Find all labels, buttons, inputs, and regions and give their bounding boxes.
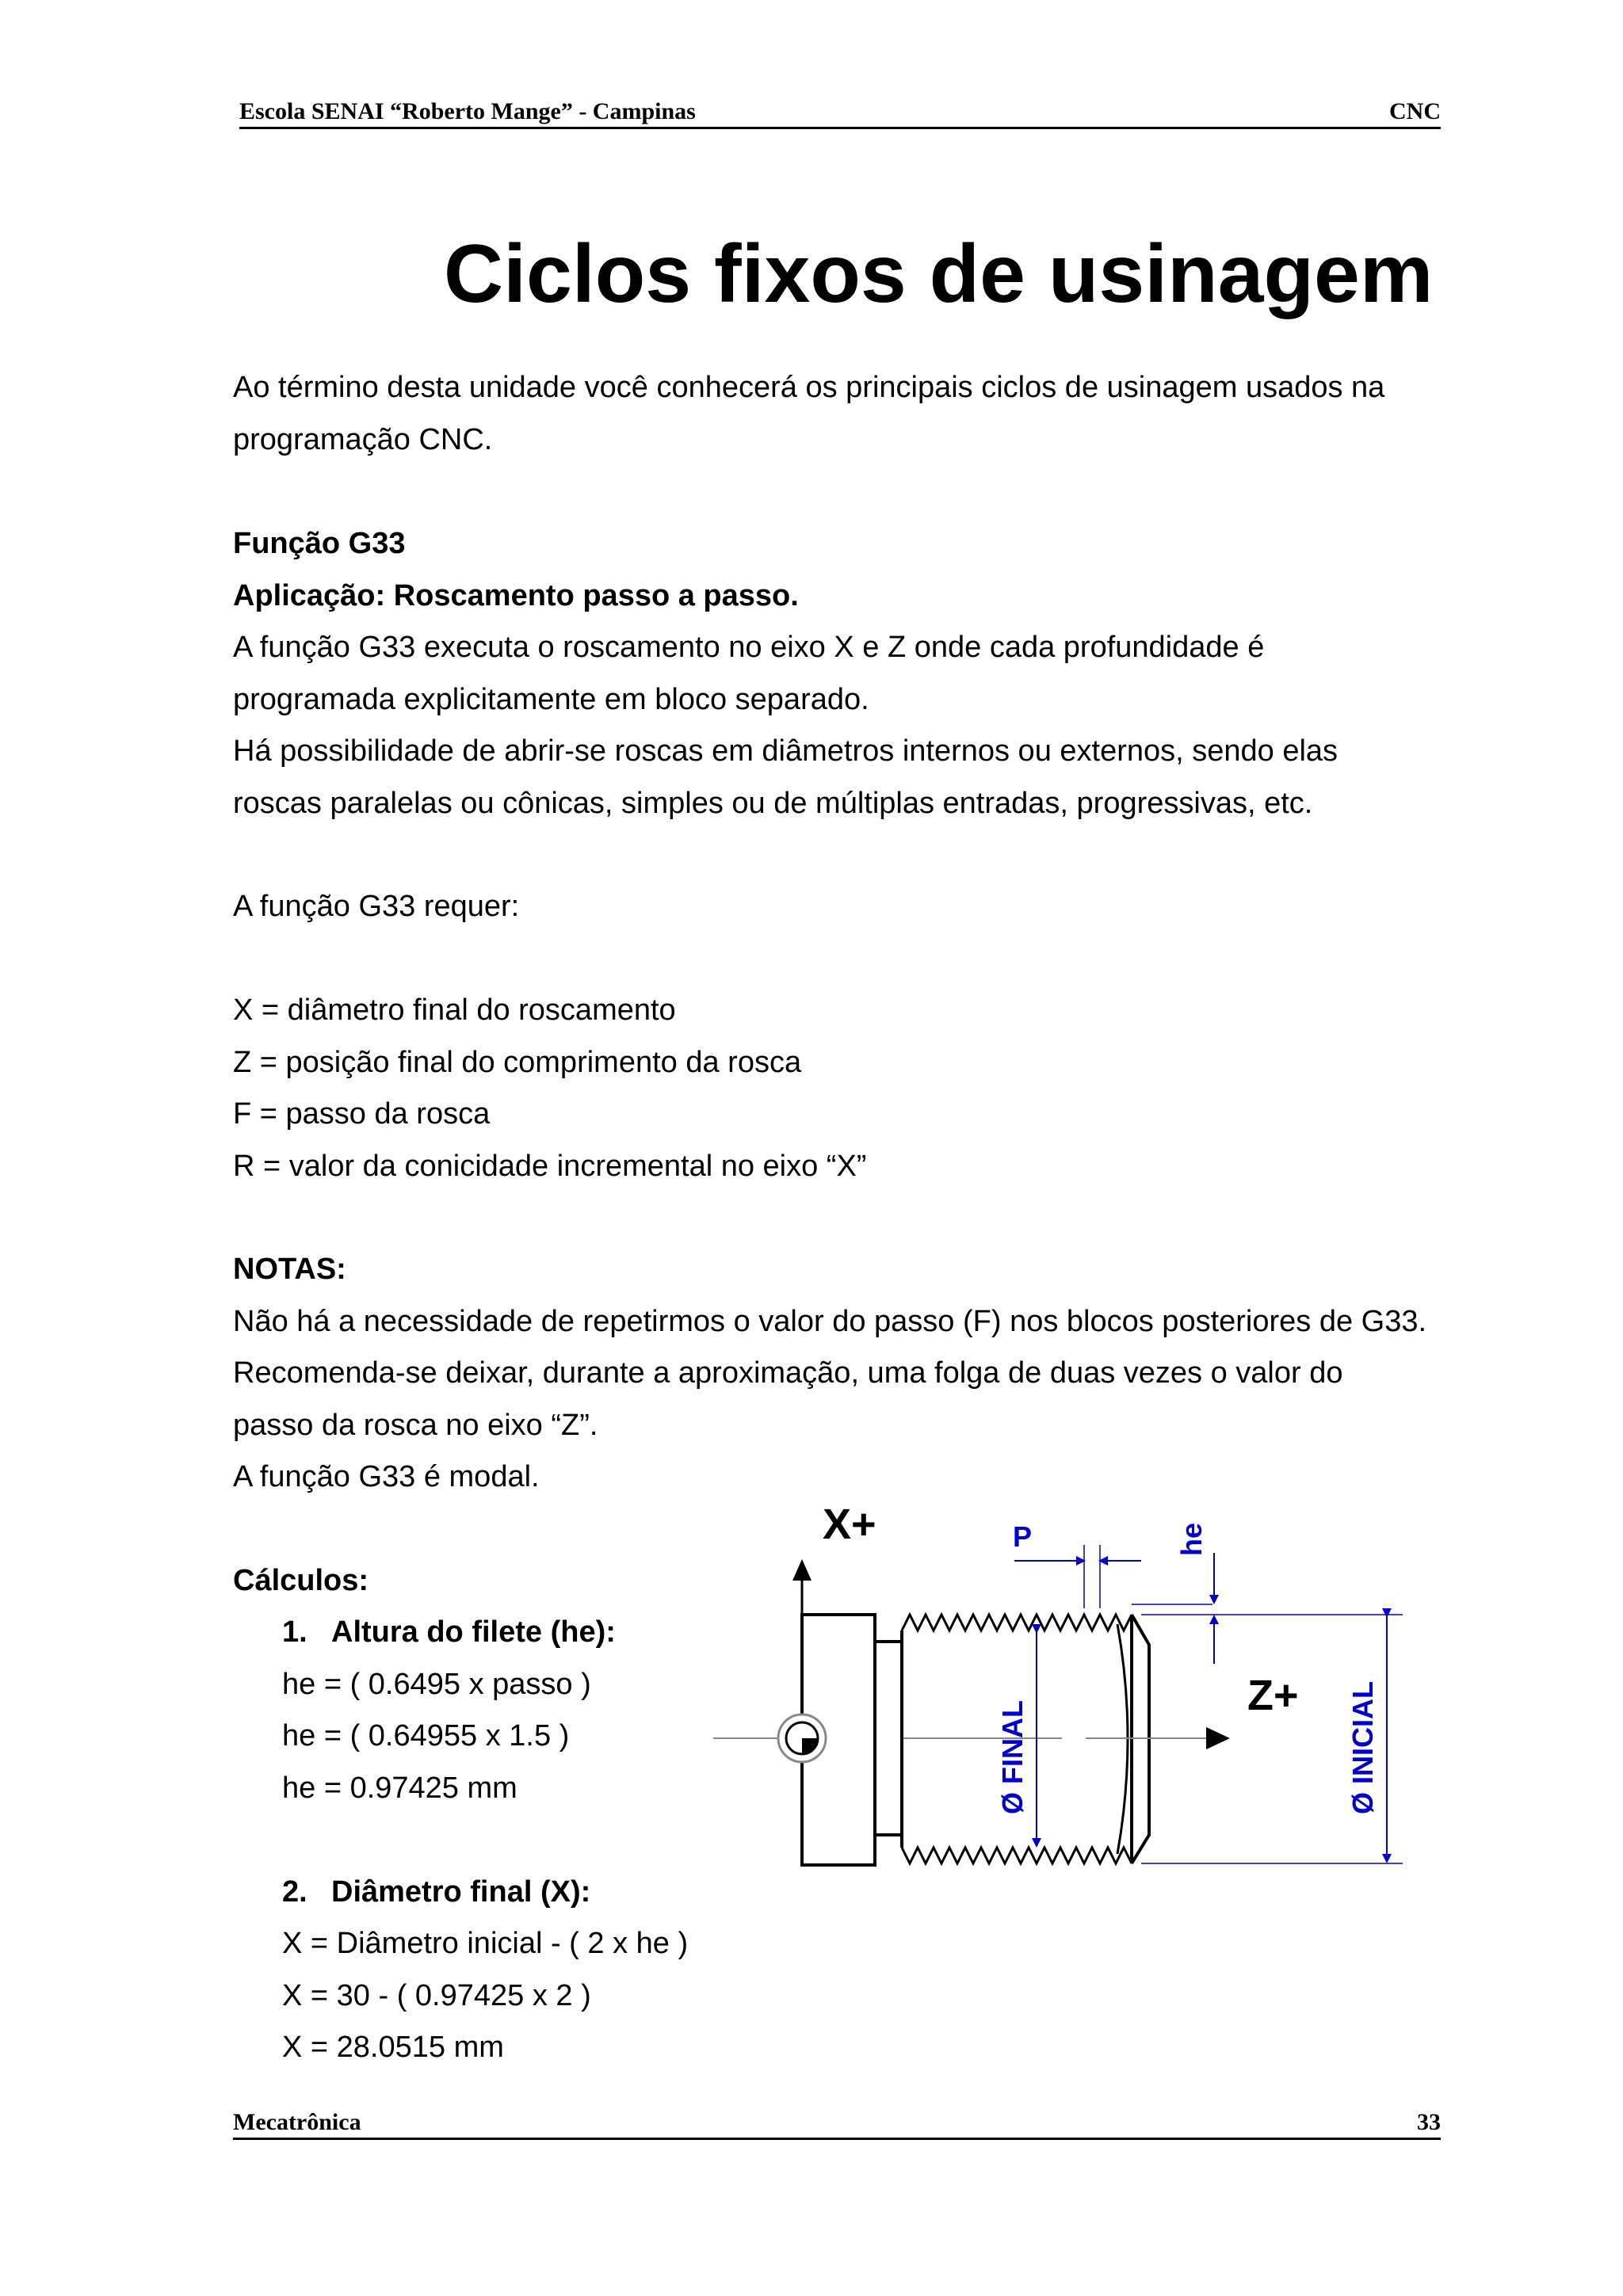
intro-line: programação CNC.	[233, 423, 493, 456]
param-line: R = valor da conicidade incremental no eixo “X”	[233, 1150, 867, 1183]
description-line: programada explicitamente em bloco separado.	[233, 683, 869, 716]
param-line: X = diâmetro final do roscamento	[233, 994, 676, 1027]
calc2-title-text: Diâmetro final (X):	[331, 1875, 591, 1909]
intro-line: Ao término desta unidade você conhecerá os principais ciclos de usinagem usados na	[233, 371, 1385, 404]
footer-course: Mecatrônica	[233, 2109, 361, 2135]
application-heading: Aplicação: Roscamento passo a passo.	[233, 579, 799, 612]
final-diameter-label: Ø FINAL	[996, 1700, 1029, 1814]
calc2-line: X = Diâmetro inicial - ( 2 x he )	[282, 1927, 689, 1960]
calc1-line: he = ( 0.64955 x 1.5 )	[282, 1719, 570, 1753]
thread-diagram	[697, 1489, 1411, 1901]
note-line: passo da rosca no eixo “Z”.	[233, 1409, 598, 1442]
param-line: F = passo da rosca	[233, 1097, 491, 1131]
description-line: roscas paralelas ou cônicas, simples ou de múltiplas entradas, progressivas, etc.	[233, 787, 1313, 820]
calc2-line: X = 28.0515 mm	[282, 2031, 504, 2064]
x-axis-arrowhead	[792, 1559, 812, 1581]
thread-relief	[875, 1642, 902, 1835]
requires-line: A função G33 requer:	[233, 890, 520, 923]
initial-diameter-label: Ø INICIAL	[1346, 1681, 1379, 1814]
param-line: Z = posição final do comprimento da rosca	[233, 1046, 802, 1079]
calc1-line: he = 0.97425 mm	[282, 1772, 517, 1805]
note-line: Recomenda-se deixar, durante a aproximação, uma folga de duas vezes o valor do	[233, 1356, 1343, 1390]
header-subject: CNC	[1389, 98, 1441, 124]
notes-heading: NOTAS:	[233, 1253, 346, 1286]
calc2-number: 2.	[282, 1875, 307, 1909]
page-footer	[233, 2109, 1441, 2140]
z-axis-label: Z+	[1247, 1672, 1299, 1719]
z-axis-arrowhead	[1206, 1727, 1230, 1749]
thread-top-profile	[902, 1615, 1132, 1630]
page-number: 33	[1417, 2109, 1441, 2135]
thread-bottom-profile	[902, 1848, 1132, 1863]
x-axis-label: X+	[823, 1501, 876, 1548]
note-line: Não há a necessidade de repetirmos o valor do passo (F) nos blocos posteriores de G33.	[233, 1305, 1427, 1338]
function-heading: Função G33	[233, 527, 406, 560]
pitch-label: P	[1013, 1520, 1033, 1553]
calc-heading: Cálculos:	[233, 1564, 369, 1597]
description-line: A função G33 executa o roscamento no eixo X e Z onde cada profundidade é	[233, 631, 1265, 664]
calc1-title	[282, 1614, 616, 1650]
page-header	[239, 98, 1441, 129]
note-line: A função G33 é modal.	[233, 1460, 540, 1493]
page-title: Ciclos fixos de usinagem	[444, 228, 1434, 320]
description-line: Há possibilidade de abrir-se roscas em diâmetros internos ou externos, sendo elas	[233, 734, 1338, 768]
calc2-line: X = 30 - ( 0.97425 x 2 )	[282, 1979, 591, 2012]
calc1-title-text: Altura do filete (he):	[331, 1615, 616, 1649]
header-school: Escola SENAI “Roberto Mange” - Campinas	[239, 98, 696, 124]
calc1-line: he = ( 0.6495 x passo )	[282, 1668, 591, 1701]
calc2-title	[282, 1874, 590, 1910]
he-label: he	[1175, 1522, 1208, 1556]
calc1-number: 1.	[282, 1615, 307, 1649]
